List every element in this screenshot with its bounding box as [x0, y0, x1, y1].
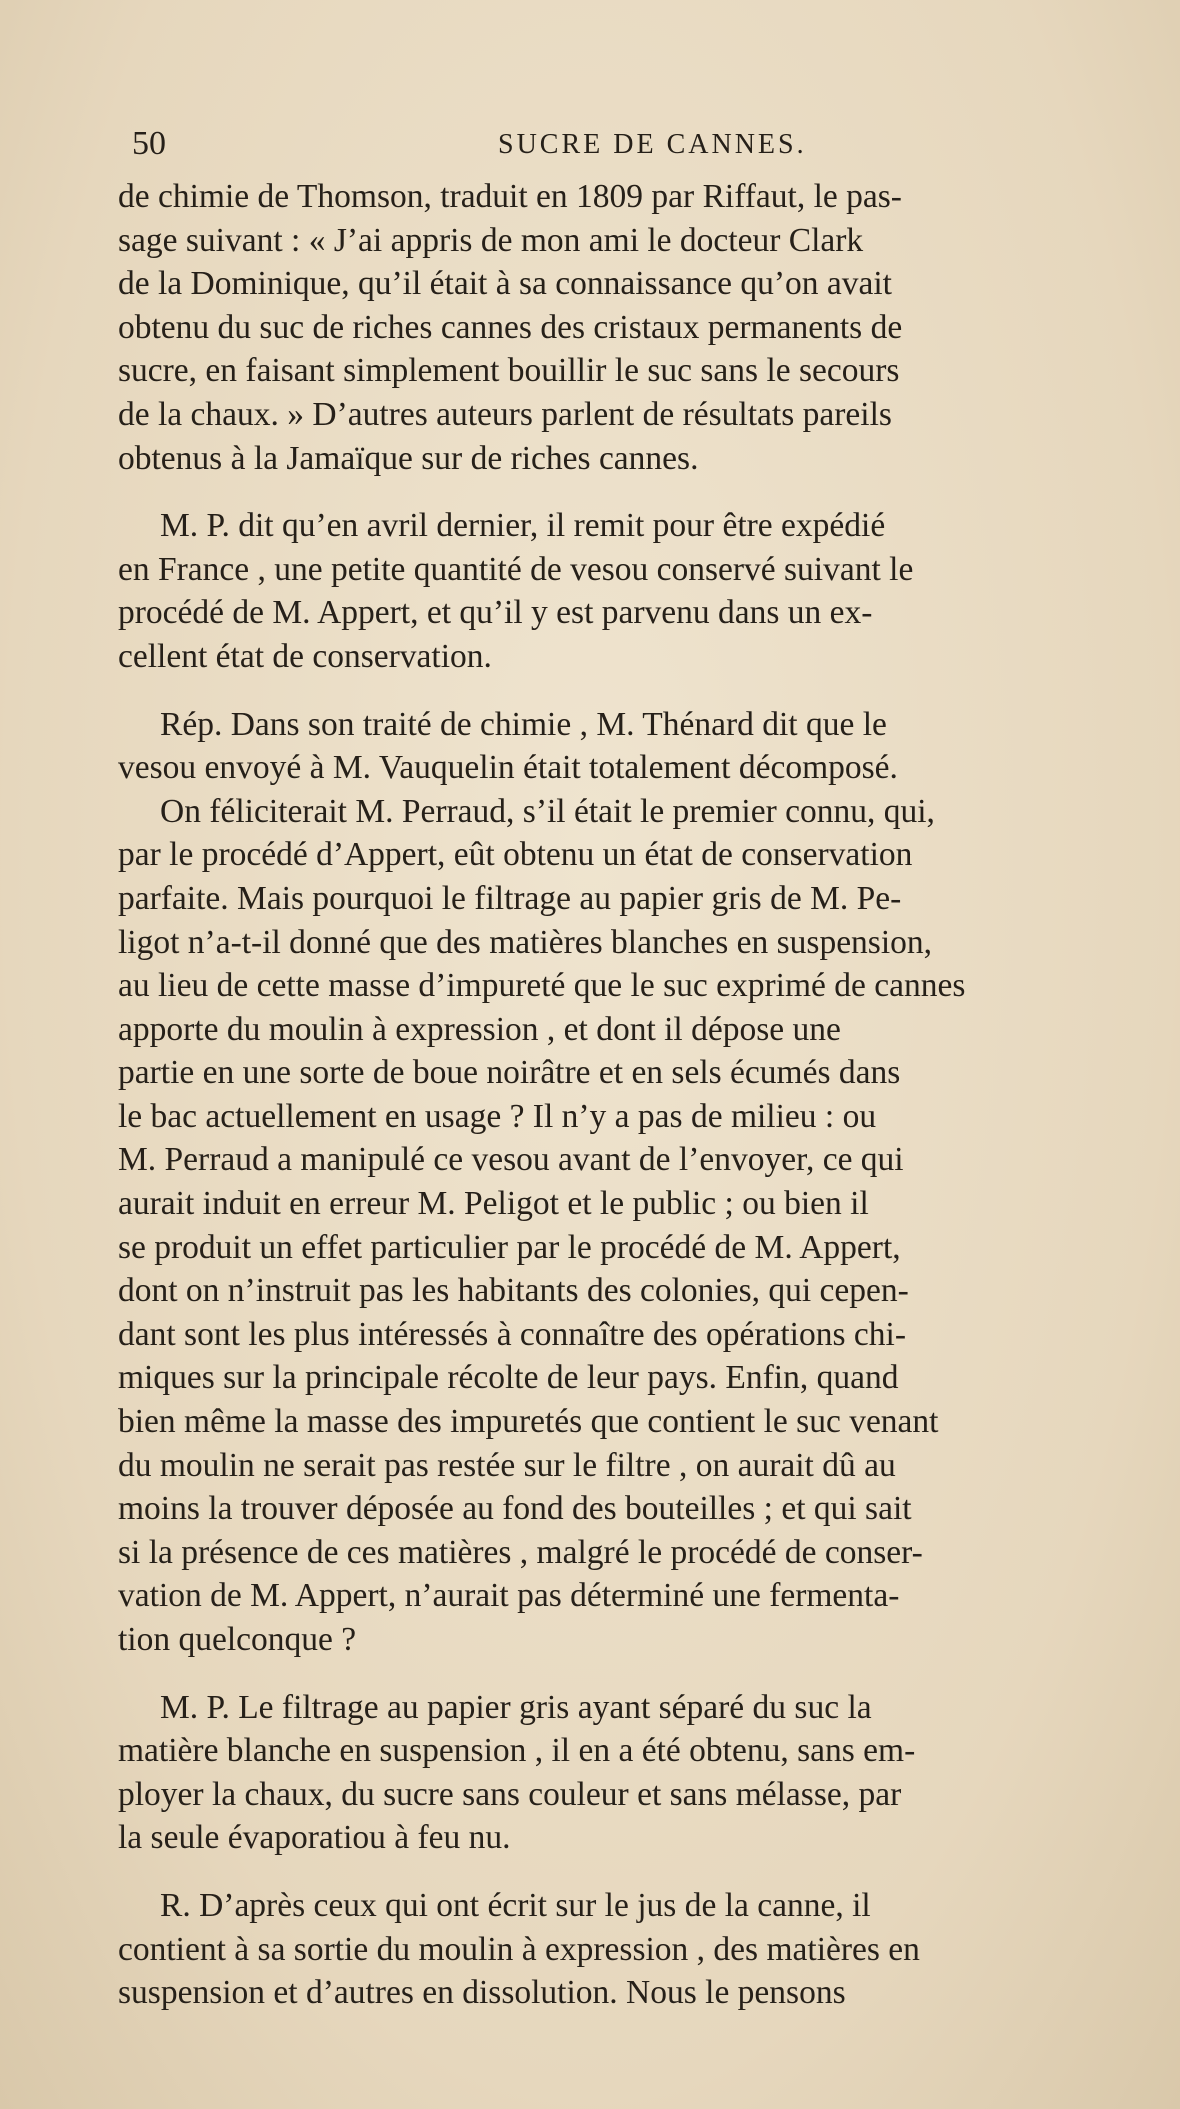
text-line: bien même la masse des impuretés que contient le suc venant — [118, 1403, 939, 1441]
paragraph-4 — [118, 1686, 1180, 1860]
text-line: matière blanche en suspension , il en a été obtenu, sans em- — [118, 1732, 916, 1770]
text-line: se produit un effet particulier par le procédé de M. Appert, — [118, 1228, 901, 1266]
text-line: ligot n’a-t-il donné que des matières blanches en suspension, — [118, 923, 933, 961]
text-line: moins la trouver déposée au fond des bouteilles ; et qui sait — [118, 1490, 912, 1528]
text-line: la seule évaporatiou à feu nu. — [118, 1819, 511, 1857]
book-page — [118, 125, 1180, 2015]
text-line: cellent état de conservation. — [118, 637, 492, 675]
text-line: dant sont les plus intéressés à connaître des opérations chi- — [118, 1315, 906, 1353]
running-title: SUCRE DE CANNES. — [498, 129, 807, 160]
text-line: M. P. dit qu’en avril dernier, il remit pour être expédié — [160, 507, 886, 545]
text-line: parfaite. Mais pourquoi le filtrage au papier gris de M. Pe- — [118, 879, 902, 917]
text-line: suspension et d’autres en dissolution. Nous le pensons — [118, 1974, 846, 2012]
paragraph-gap — [118, 1662, 1180, 1686]
text-line: au lieu de cette masse d’impureté que le suc exprimé de cannes — [118, 967, 966, 1005]
text-line: sage suivant : « J’ai appris de mon ami le docteur Clark — [118, 221, 864, 259]
text-line: R. D’après ceux qui ont écrit sur le jus de la canne, il — [160, 1886, 871, 1924]
text-line: dont on n’instruit pas les habitants des colonies, qui cepen- — [118, 1272, 909, 1310]
paragraph-3 — [118, 703, 1180, 1662]
text-line: si la présence de ces matières , malgré le procédé de conser- — [118, 1533, 923, 1571]
text-line: en France , une petite quantité de vesou conservé suivant le — [118, 550, 914, 588]
paragraph-gap — [118, 1860, 1180, 1884]
text-line: de la Dominique, qu’il était à sa connaissance qu’on avait — [118, 265, 892, 303]
text-line: obtenu du suc de riches cannes des cristaux permanents de — [118, 308, 903, 346]
text-line: apporte du moulin à expression , et dont il dépose une — [118, 1010, 841, 1048]
text-line: ployer la chaux, du sucre sans couleur et sans mélasse, par — [118, 1775, 902, 1813]
text-line: M. Perraud a manipulé ce vesou avant de l’envoyer, ce qui — [118, 1141, 904, 1179]
text-line: du moulin ne serait pas restée sur le filtre , on aurait dû au — [118, 1446, 896, 1484]
text-line: vesou envoyé à M. Vauquelin était totalement décomposé. — [118, 749, 898, 787]
page-header — [118, 125, 1180, 175]
text-line: procédé de M. Appert, et qu’il y est parvenu dans un ex- — [118, 594, 873, 632]
paragraph-5 — [118, 1884, 1180, 2015]
text-line: obtenus à la Jamaïque sur de riches cannes. — [118, 439, 699, 477]
text-line: le bac actuellement en usage ? Il n’y a pas de milieu : ou — [118, 1097, 877, 1135]
text-line: M. P. Le filtrage au papier gris ayant séparé du suc la — [160, 1688, 872, 1726]
text-line: de chimie de Thomson, traduit en 1809 par Riffaut, le pas- — [118, 178, 902, 215]
text-line: tion quelconque ? — [118, 1621, 357, 1658]
text-line: vation de M. Appert, n’aurait pas déterminé une fermenta- — [118, 1577, 900, 1615]
text-line: sucre, en faisant simplement bouillir le suc sans le secours — [118, 352, 900, 390]
paragraph-gap — [118, 679, 1180, 703]
paragraph-2 — [118, 504, 1180, 678]
text-line: miques sur la principale récolte de leur pays. Enfin, quand — [118, 1359, 899, 1397]
text-line: partie en une sorte de boue noirâtre et en sels écumés dans — [118, 1054, 901, 1092]
paragraph-gap — [118, 480, 1180, 504]
text-line: aurait induit en erreur M. Peligot et le public ; ou bien il — [118, 1185, 869, 1223]
page-number: 50 — [132, 125, 166, 162]
text-line: On féliciterait M. Perraud, s’il était le premier connu, qui, — [160, 792, 935, 830]
paragraph-1 — [118, 175, 1180, 480]
text-line: contient à sa sortie du moulin à expression , des matières en — [118, 1930, 920, 1968]
text-line: par le procédé d’Appert, eût obtenu un état de conservation — [118, 836, 913, 874]
text-line: de la chaux. » D’autres auteurs parlent de résultats pareils — [118, 395, 892, 433]
text-line: Rép. Dans son traité de chimie , M. Thénard dit que le — [160, 705, 887, 743]
